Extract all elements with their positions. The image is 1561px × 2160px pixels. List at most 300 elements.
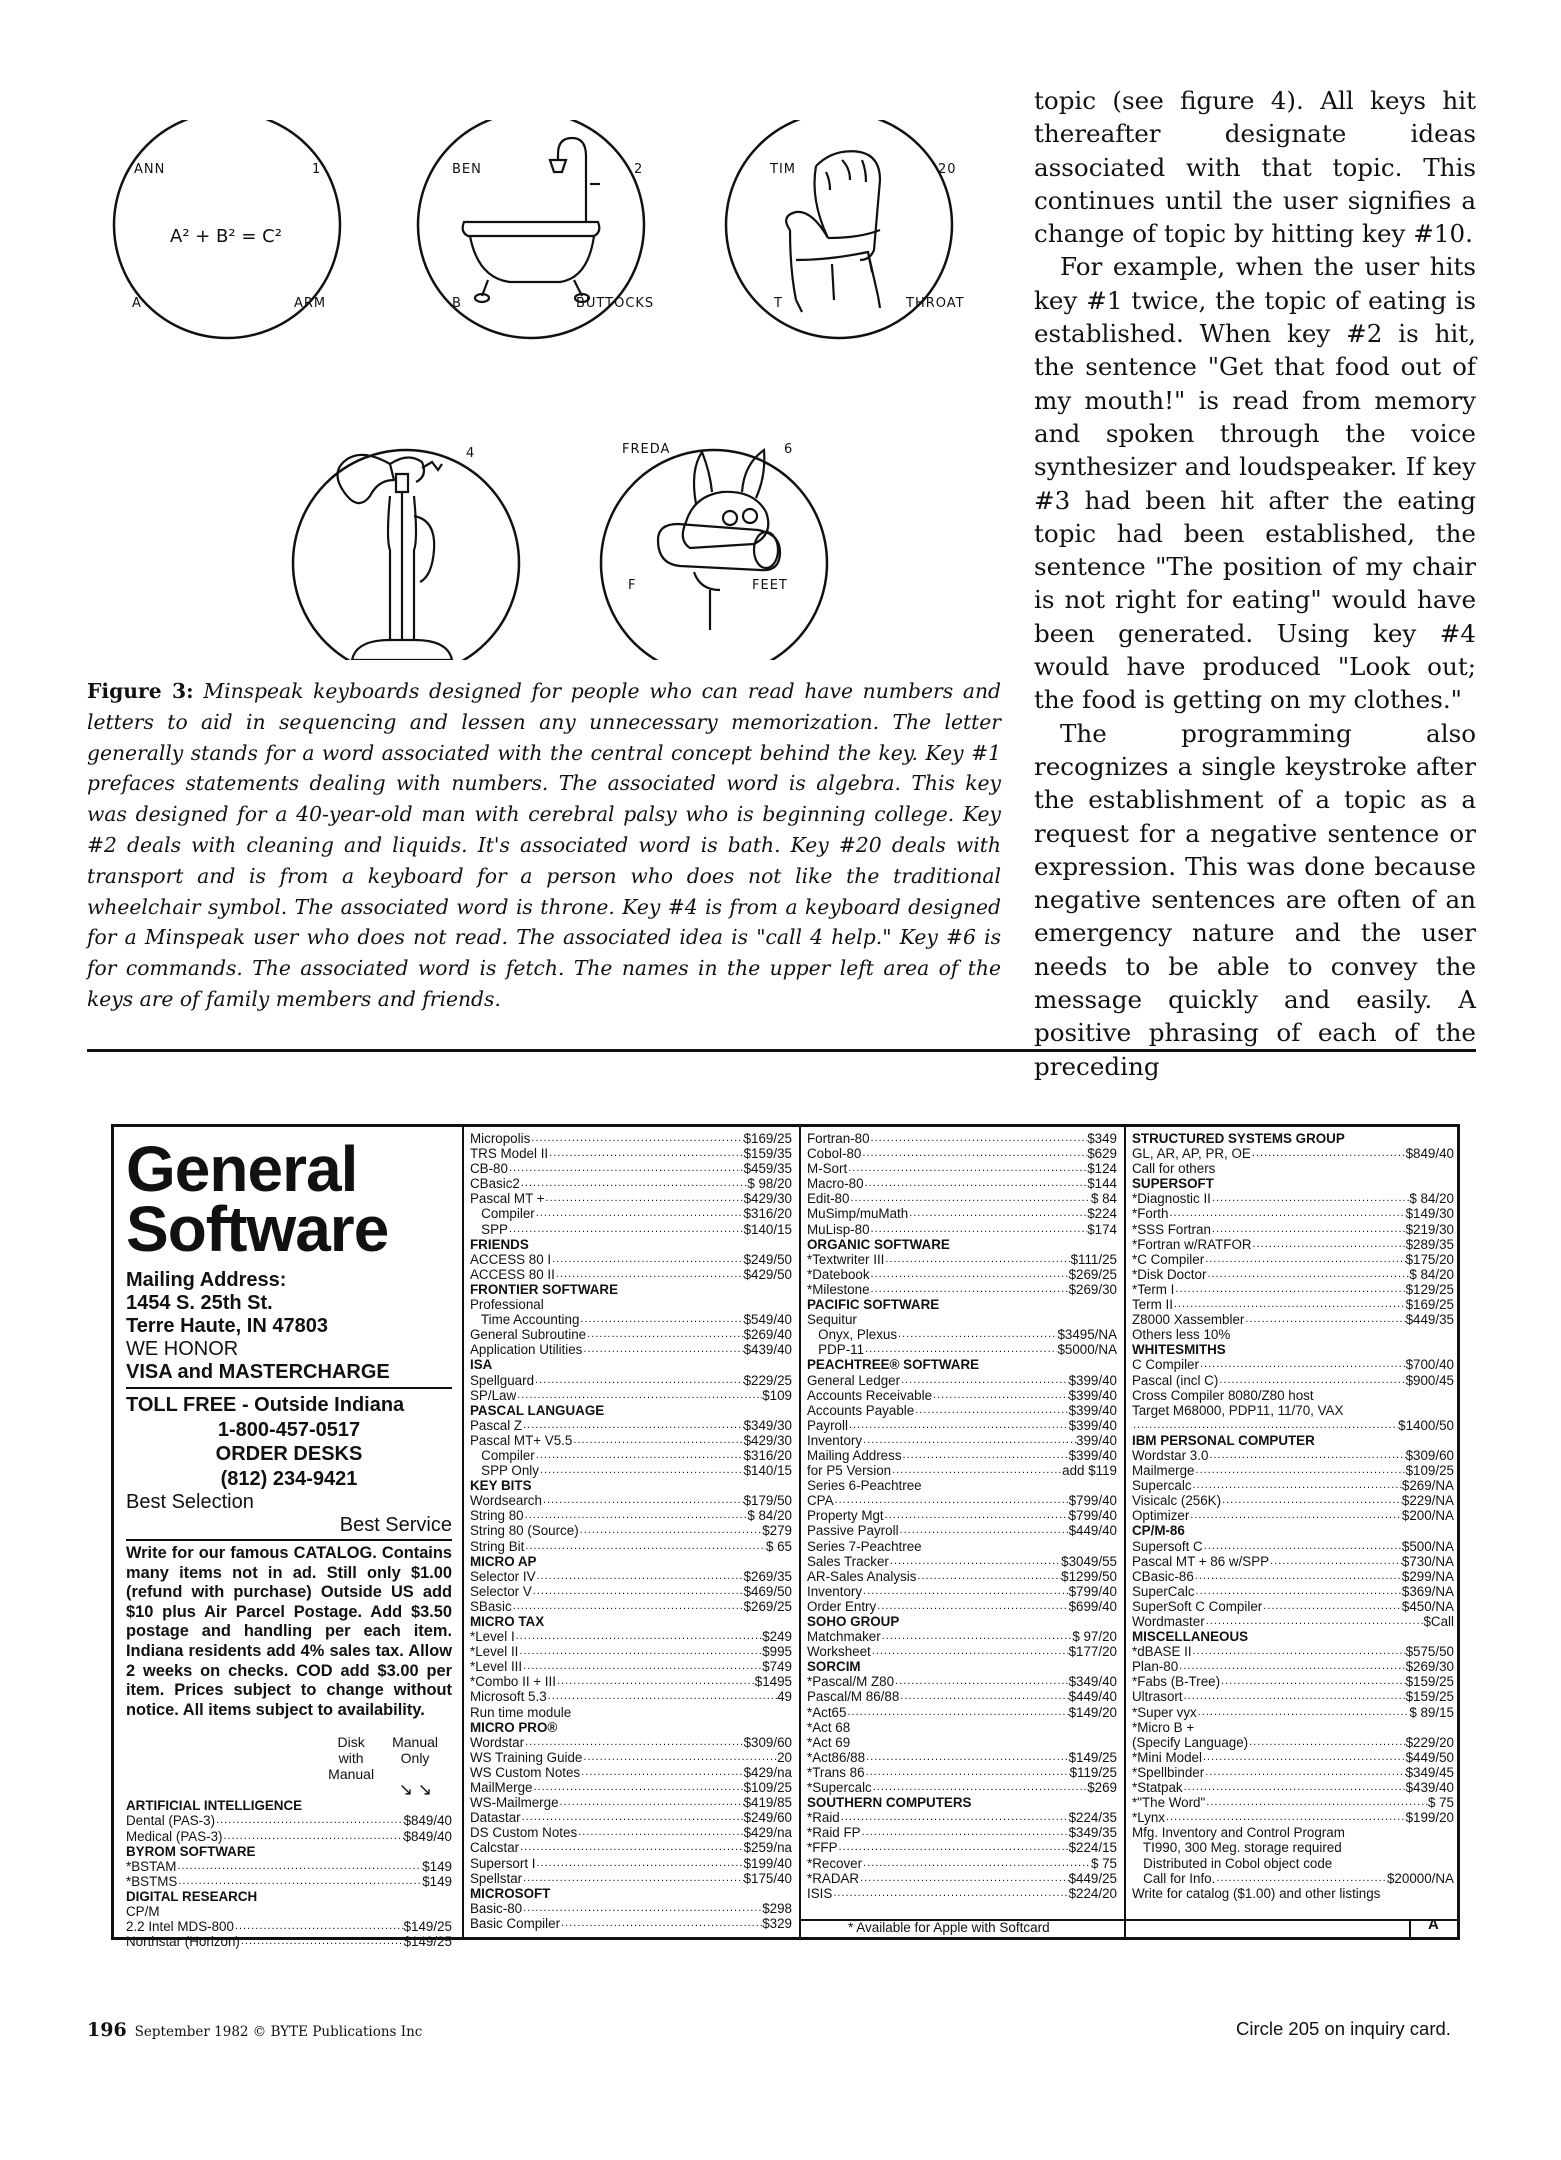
price-row	[470, 1840, 792, 1855]
accepted-cards: VISA and MASTERCHARGE	[126, 1361, 390, 1383]
price-row	[470, 1825, 792, 1840]
product-price: $349/45	[1405, 1764, 1454, 1780]
product-name: M-Sort	[807, 1161, 848, 1177]
key20-letter: T	[774, 296, 783, 311]
dot-leader	[870, 1222, 1088, 1237]
product-name: Visicalc (256K)	[1132, 1493, 1222, 1509]
product-name: Matchmaker	[807, 1629, 881, 1645]
product-name: Mailing Address	[807, 1447, 902, 1463]
brand-logo	[126, 1133, 452, 1265]
price-row	[807, 1493, 1117, 1508]
price-row	[807, 1463, 1117, 1478]
product-price: $20000/NA	[1386, 1870, 1454, 1886]
dot-leader	[872, 1780, 1087, 1795]
price-row	[1132, 1448, 1454, 1463]
dot-leader	[876, 1599, 1068, 1614]
product-name: Wordstar 3.0	[1132, 1447, 1209, 1463]
product-price: $799/40	[1068, 1583, 1117, 1599]
dot-leader	[533, 1780, 744, 1795]
product-price: $169/25	[743, 1131, 792, 1146]
dot-leader	[1269, 1554, 1402, 1569]
dot-leader	[1206, 1267, 1409, 1282]
key1-number: 1	[312, 162, 322, 177]
product-price: $109/25	[743, 1780, 792, 1796]
dot-leader	[1203, 1539, 1402, 1554]
dot-leader	[555, 1267, 744, 1282]
price-list-4	[1132, 1131, 1454, 1901]
key6-word: FEET	[752, 578, 788, 593]
product-price: $399/40	[1068, 1447, 1117, 1463]
caption-lead: Figure 3:	[87, 679, 194, 703]
product-name: Fortran-80	[807, 1131, 870, 1146]
dot-leader	[547, 1689, 777, 1704]
price-row	[1132, 1705, 1454, 1720]
price-row	[1132, 1206, 1454, 1221]
product-price: $224/20	[1068, 1885, 1117, 1901]
product-name: *Combo II + III	[470, 1674, 556, 1690]
product-price: $329	[762, 1915, 792, 1931]
manual-only-header: Manual Only	[392, 1734, 438, 1767]
product-name: Pascal (incl C)	[1132, 1372, 1219, 1388]
price-row	[1132, 1282, 1454, 1297]
vendor-heading: ARTIFICIAL INTELLIGENCE	[126, 1798, 303, 1814]
product-price: $399/40	[1068, 1402, 1117, 1418]
product-price: $149/25	[1068, 1749, 1117, 1765]
product-name: Wordsearch	[470, 1493, 542, 1509]
product-name: WS-Mailmerge	[470, 1795, 559, 1811]
product-name: *FFP	[807, 1840, 838, 1856]
product-name: *dBASE II	[1132, 1644, 1192, 1660]
product-name: *RADAR	[807, 1870, 860, 1886]
dot-leader	[1248, 1735, 1405, 1750]
dot-leader	[849, 1191, 1091, 1206]
dot-leader	[515, 1629, 763, 1644]
price-row	[470, 1508, 792, 1523]
product-name: AR-Sales Analysis	[807, 1568, 917, 1584]
dot-leader	[1195, 1584, 1402, 1599]
product-price: $249	[762, 1629, 792, 1645]
dot-leader	[889, 1554, 1061, 1569]
vendor-heading: MISCELLANEOUS	[1132, 1629, 1249, 1645]
product-price: $140/15	[743, 1463, 792, 1479]
price-row	[470, 1146, 792, 1161]
product-price: $269/25	[1068, 1266, 1117, 1282]
list-note: Write for catalog ($1.00) and other listings	[1132, 1885, 1381, 1901]
product-price: $349/40	[1068, 1674, 1117, 1690]
price-row	[1132, 1418, 1454, 1433]
general-software-ad	[111, 1124, 1460, 1950]
product-price: $500/NA	[1401, 1538, 1454, 1554]
price-row	[470, 1448, 792, 1463]
product-name: Northstar (Horizon)	[126, 1934, 240, 1950]
dot-leader	[530, 1131, 743, 1146]
dot-leader	[177, 1874, 422, 1889]
key2-number: 2	[634, 162, 644, 177]
dot-leader	[532, 1584, 744, 1599]
dot-leader	[908, 1206, 1087, 1221]
dot-leader	[1204, 1252, 1405, 1267]
list-note: *Act 69	[807, 1734, 851, 1750]
dot-leader	[870, 1267, 1069, 1282]
article-paragraph: The programming also recognizes a single keystroke after the establishment of a topic as a request for a negative sentence or expression. This was done because negative sentences are often of an emergency nature and the user needs to be able to convey the message quickly and easily. A positive phrasing of each of the preceding	[1034, 718, 1476, 1081]
dot-leader	[536, 1856, 744, 1871]
dot-leader	[1199, 1357, 1406, 1372]
product-price: $849/40	[403, 1828, 452, 1844]
price-row	[807, 1825, 1117, 1840]
vendor-heading: MICROSOFT	[470, 1885, 551, 1901]
dot-leader	[1192, 1478, 1402, 1493]
product-name: Inventory	[807, 1583, 863, 1599]
product-price: $224/35	[1068, 1810, 1117, 1826]
product-price: $124	[1087, 1161, 1117, 1177]
dot-leader	[865, 1765, 1070, 1780]
price-row	[1132, 1463, 1454, 1478]
product-name: Wordmaster	[1132, 1614, 1205, 1629]
dot-leader	[838, 1840, 1069, 1855]
product-price: $699/40	[1068, 1598, 1117, 1614]
product-price: $269/25	[743, 1598, 792, 1614]
list-note: *Act 68	[807, 1719, 851, 1735]
street: 1454 S. 25th St.	[126, 1292, 273, 1314]
price-row	[1132, 1780, 1454, 1795]
mailing-label: Mailing Address:	[126, 1269, 287, 1291]
list-note: Others less 10%	[1132, 1327, 1231, 1343]
best-selection: Best Selection	[126, 1491, 254, 1513]
price-row	[1132, 1795, 1454, 1810]
dot-leader	[1132, 1418, 1398, 1433]
price-row	[470, 1750, 792, 1765]
product-name: (Specify Language)	[1132, 1734, 1249, 1750]
dot-leader	[579, 1523, 763, 1538]
product-price: $900/45	[1405, 1372, 1454, 1388]
price-row	[126, 1829, 452, 1844]
key-drawings	[90, 120, 1010, 660]
price-row	[807, 1267, 1117, 1282]
price-row	[807, 1871, 1117, 1886]
product-name: *"The Word"	[1132, 1795, 1206, 1811]
vendor-heading: SUPERSOFT	[1132, 1176, 1214, 1192]
price-row	[1132, 1539, 1454, 1554]
price-row	[470, 1523, 792, 1538]
price-row	[1132, 1508, 1454, 1523]
dot-leader	[551, 1252, 743, 1267]
price-row	[470, 1191, 792, 1206]
product-price: $299/NA	[1401, 1568, 1454, 1584]
product-name: Basic Compiler	[470, 1915, 561, 1931]
list-note: Distributed in Cobol object code	[1132, 1855, 1333, 1871]
dog-fetch-icon	[658, 450, 780, 630]
disk-with-manual-header: Disk with Manual	[328, 1734, 375, 1783]
key1-name: ANN	[134, 162, 166, 177]
dot-leader	[840, 1810, 1069, 1825]
product-price: $269/NA	[1401, 1478, 1454, 1494]
product-name: Ultrasort	[1132, 1689, 1183, 1705]
dot-leader	[545, 1191, 744, 1206]
dot-leader	[559, 1795, 744, 1810]
price-row	[807, 1599, 1117, 1614]
price-row	[470, 1373, 792, 1388]
dot-leader	[846, 1705, 1068, 1720]
dot-leader	[522, 1418, 744, 1433]
price-row	[470, 1856, 792, 1871]
price-row	[126, 1919, 452, 1934]
key6-number: 6	[784, 442, 794, 457]
product-name: SuperSoft C Compiler	[1132, 1598, 1263, 1614]
dot-leader	[871, 1644, 1069, 1659]
product-price: add $119	[1062, 1463, 1117, 1479]
price-row	[1132, 1689, 1454, 1704]
product-name: Property Mgt	[807, 1508, 884, 1524]
price-row	[470, 1388, 792, 1403]
price-row	[470, 1599, 792, 1614]
price-row	[470, 1252, 792, 1267]
dot-leader	[1211, 1191, 1409, 1206]
dot-leader	[1218, 1373, 1405, 1388]
dot-leader	[240, 1934, 404, 1949]
price-row	[470, 1901, 792, 1916]
dot-leader	[1204, 1765, 1405, 1780]
price-row	[1132, 1659, 1454, 1674]
product-name: Compiler	[470, 1447, 535, 1463]
dot-leader	[884, 1508, 1069, 1523]
dot-leader	[524, 1539, 766, 1554]
product-price: $ 84/20	[747, 1508, 792, 1524]
price-row	[807, 1856, 1117, 1871]
product-name: C Compiler	[1132, 1357, 1199, 1373]
product-price: $3049/55	[1061, 1553, 1117, 1569]
product-name: Worksheet	[807, 1644, 871, 1660]
dot-leader	[862, 1856, 1091, 1871]
dot-leader	[865, 1750, 1069, 1765]
dot-leader	[521, 1810, 744, 1825]
vendor-heading: MICRO AP	[470, 1553, 537, 1569]
key6-name: FREDA	[622, 442, 671, 457]
price-row	[470, 1463, 792, 1478]
article-paragraph: topic (see figure 4). All keys hit thereafter designate ideas associated with that topic. This continues until the user signifies a change of topic by hitting key #10.	[1034, 86, 1476, 249]
list-note: Target M68000, PDP11, 11/70, VAX	[1132, 1402, 1344, 1418]
product-name: SBasic	[470, 1598, 512, 1614]
dot-leader	[834, 1493, 1069, 1508]
product-name: General Ledger	[807, 1372, 901, 1388]
product-name: Supersoft C	[1132, 1538, 1203, 1554]
dot-leader	[535, 1448, 744, 1463]
product-name: *Term I	[1132, 1281, 1175, 1297]
price-row	[470, 1131, 792, 1146]
price-row	[470, 1810, 792, 1825]
product-name: Application Utilities	[470, 1342, 583, 1358]
phone-block	[126, 1393, 452, 1491]
dot-leader	[1244, 1312, 1405, 1327]
product-name: TRS Model II	[470, 1146, 549, 1162]
product-name: General Subroutine	[470, 1327, 587, 1343]
product-name: MailMerge	[470, 1780, 533, 1796]
product-name: Microsoft 5.3	[470, 1689, 547, 1705]
product-name: Basic-80	[470, 1900, 523, 1916]
price-row	[470, 1765, 792, 1780]
price-row	[1132, 1569, 1454, 1584]
product-price: $149	[422, 1858, 452, 1874]
vendor-heading: PASCAL LANGUAGE	[470, 1402, 605, 1418]
list-note: Sequitur	[807, 1312, 857, 1328]
key-circle-4	[293, 450, 519, 660]
dot-leader	[539, 1463, 744, 1478]
product-price: $149/30	[1405, 1206, 1454, 1222]
product-name: Order Entry	[807, 1598, 877, 1614]
product-name: *BSTAM	[126, 1858, 177, 1874]
price-row	[807, 1131, 1117, 1146]
key20-word: THROAT	[906, 296, 965, 311]
product-name: SP/Law	[470, 1387, 517, 1403]
dot-leader	[522, 1659, 762, 1674]
price-row	[470, 1539, 792, 1554]
product-name: Payroll	[807, 1417, 848, 1433]
product-name: *Level I	[470, 1629, 515, 1645]
bathtub-icon	[463, 138, 600, 302]
product-price: $995	[762, 1644, 792, 1660]
product-price: $429/na	[743, 1764, 792, 1780]
dot-leader	[1174, 1282, 1405, 1297]
dot-leader	[881, 1629, 1073, 1644]
corner-divider	[1409, 1919, 1411, 1937]
dot-leader	[832, 1886, 1068, 1901]
price-row	[807, 1569, 1117, 1584]
price-row	[470, 1206, 792, 1221]
price-row	[807, 1418, 1117, 1433]
dot-leader	[516, 1388, 762, 1403]
dot-leader	[870, 1131, 1088, 1146]
product-name: Accounts Payable	[807, 1402, 915, 1418]
product-price: $629	[1087, 1146, 1117, 1162]
dot-leader	[519, 1840, 743, 1855]
product-price: $224/15	[1068, 1840, 1117, 1856]
product-name: *Fortran w/RATFOR	[1132, 1236, 1252, 1252]
dot-leader	[859, 1871, 1069, 1886]
product-name: Accounts Receivable	[807, 1387, 933, 1403]
key20-name: TIM	[770, 162, 796, 177]
key6-letter: F	[628, 578, 637, 593]
dot-leader	[1262, 1599, 1402, 1614]
product-name: Wordstar	[470, 1734, 525, 1750]
vendor-heading: ORGANIC SOFTWARE	[807, 1236, 950, 1252]
price-row	[807, 1810, 1117, 1825]
product-name: Spellguard	[470, 1372, 535, 1388]
mailing-address	[126, 1269, 452, 1384]
vendor-heading: SOHO GROUP	[807, 1614, 900, 1629]
product-price: $369/NA	[1401, 1583, 1454, 1599]
price-row	[1132, 1297, 1454, 1312]
price-row	[470, 1780, 792, 1795]
dot-leader	[1183, 1689, 1406, 1704]
product-price: $149	[422, 1873, 452, 1889]
price-row	[807, 1508, 1117, 1523]
product-price: $159/35	[743, 1146, 792, 1162]
product-price: $799/40	[1068, 1508, 1117, 1524]
product-price: $229/20	[1405, 1734, 1454, 1750]
product-name: Dental (PAS-3)	[126, 1813, 216, 1829]
vendor-heading: MICRO PRO®	[470, 1719, 558, 1735]
issue-line: September 1982 © BYTE Publications Inc	[134, 2024, 423, 2040]
product-name: *Act65	[807, 1704, 847, 1720]
product-name: Macro-80	[807, 1176, 864, 1192]
price-row	[807, 1689, 1117, 1704]
product-price: $309/60	[1405, 1447, 1454, 1463]
product-price: $ 65	[765, 1538, 792, 1554]
product-price: $269	[1087, 1780, 1117, 1796]
dot-leader	[579, 1312, 743, 1327]
product-name: DS Custom Notes	[470, 1825, 578, 1841]
product-name: ACCESS 80 I	[470, 1251, 552, 1267]
price-row	[1132, 1599, 1454, 1614]
vendor-heading: DIGITAL RESEARCH	[126, 1888, 258, 1904]
product-name: Selector IV	[470, 1568, 536, 1584]
vendor-heading: WHITESMITHS	[1132, 1342, 1226, 1358]
product-price: $269/40	[743, 1327, 792, 1343]
product-name: String 80 (Source)	[470, 1523, 579, 1539]
vendor-heading: FRIENDS	[470, 1236, 529, 1252]
dot-leader	[1195, 1463, 1406, 1478]
dot-leader	[862, 1433, 1076, 1448]
column-divider	[462, 1127, 464, 1937]
price-row	[470, 1674, 792, 1689]
dot-leader	[899, 1523, 1069, 1538]
dot-leader	[1194, 1569, 1402, 1584]
product-name: Datastar	[470, 1810, 521, 1826]
order-desk-number[interactable]: (812) 234-9421	[220, 1467, 358, 1490]
price-row	[807, 1448, 1117, 1463]
price-row	[807, 1705, 1117, 1720]
product-name: *Act86/88	[807, 1749, 866, 1765]
section-divider	[87, 1049, 1476, 1052]
price-row	[470, 1222, 792, 1237]
product-price: $200/NA	[1401, 1508, 1454, 1524]
product-name: Sales Tracker	[807, 1553, 889, 1569]
price-row	[807, 1765, 1117, 1780]
apple-softcard-note: * Available for Apple with Softcard	[848, 1920, 1050, 1935]
product-name: Pascal MT+ V5.5	[470, 1432, 573, 1448]
dot-leader	[215, 1813, 404, 1828]
dot-leader	[1205, 1614, 1424, 1629]
price-row	[1132, 1871, 1454, 1886]
dot-leader	[223, 1829, 404, 1844]
legend-arrows: ↘ ↘	[398, 1780, 432, 1800]
product-price: $439/40	[743, 1342, 792, 1358]
product-price: $279	[762, 1523, 792, 1539]
key2-letter: B	[452, 296, 462, 311]
dot-leader	[577, 1825, 743, 1840]
dot-leader	[1197, 1705, 1410, 1720]
key1-letter: A	[132, 296, 142, 311]
price-row	[807, 1373, 1117, 1388]
product-price: $316/20	[743, 1206, 792, 1222]
price-row	[1132, 1584, 1454, 1599]
toll-free-number[interactable]: 1-800-457-0517	[217, 1418, 361, 1441]
product-price: $149/25	[403, 1934, 452, 1950]
product-name: Supersort I	[470, 1855, 536, 1871]
product-name: Micropolis	[470, 1131, 531, 1146]
price-row	[807, 1206, 1117, 1221]
price-row	[470, 1659, 792, 1674]
dot-leader	[536, 1569, 744, 1584]
caption-body: Minspeak keyboards designed for people who can read have numbers and letters to aid in sequencing and lessen any unnecessary memorization. The letter generally stands for a word associated with the central concept behind the key. Key #1 prefaces statements dealing with numbers. The associated word is algebra. This key was designed for a 40-year-old man with cerebral palsy who is beginning college. Key #2 deals with cleaning and liquids. It's associated word is bath. Key #20 deals with transport and is from a keyboard for a person who does not like the traditional wheelchair symbol. The associated word is throne. Key #4 is from a keyboard designed for a Minspeak user who does not read. The associated idea is "call 4 help." Key #6 is for commands. The associated word is fetch. The names in the upper left area of the keys are of family members and friends.	[87, 679, 1001, 1011]
price-row	[807, 1146, 1117, 1161]
price-row	[1132, 1614, 1454, 1629]
product-price: $849/40	[1405, 1146, 1454, 1162]
list-note: Series 6-Peachtree	[807, 1478, 922, 1494]
figure-caption	[87, 676, 1001, 1015]
price-row	[470, 1735, 792, 1750]
price-row	[807, 1282, 1117, 1297]
product-price: $439/40	[1405, 1780, 1454, 1796]
